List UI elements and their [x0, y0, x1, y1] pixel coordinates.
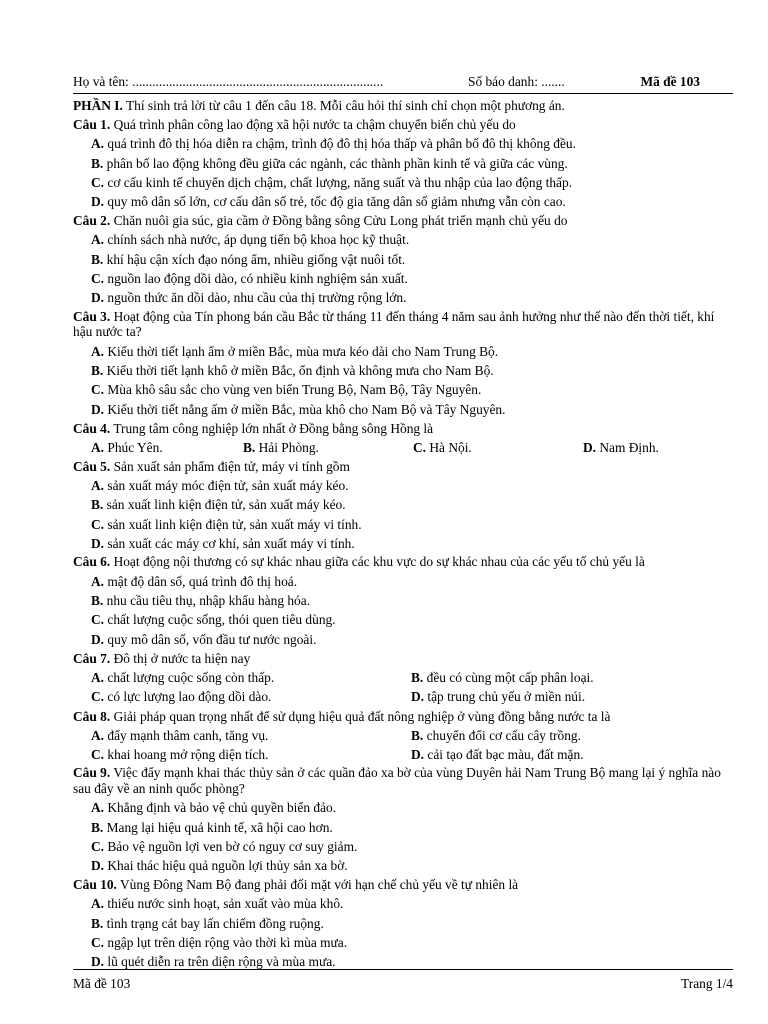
answer-option-b: [91, 154, 733, 173]
question-number: Câu 9.: [73, 765, 111, 781]
option-letter: B.: [91, 915, 104, 931]
question-text: Trung tâm công nghiệp lớn nhất ở Đồng bằng sông Hồng là: [110, 420, 434, 436]
candidate-number-field: Số báo danh: .......: [468, 74, 565, 89]
option-letter: A.: [91, 573, 105, 589]
answer-option-d: [91, 856, 733, 875]
answer-option-c: [91, 933, 733, 952]
option-text: sản xuất các máy cơ khí, sản xuất máy vi tính.: [104, 536, 355, 552]
option-letter: C.: [91, 516, 105, 532]
option-text: Kiểu thời tiết nắng ấm ở miền Bắc, mùa khô cho Nam Bộ và Tây Nguyên.: [104, 401, 506, 417]
option-text: quy mô dân số lớn, cơ cấu dân số trẻ, tốc độ gia tăng dân số giảm nhưng vẫn còn cao.: [104, 194, 566, 210]
option-text: tập trung chủ yếu ở miền núi.: [424, 689, 586, 705]
answer-option-a: [73, 668, 411, 687]
option-letter: B.: [411, 670, 424, 686]
option-letter: D.: [411, 689, 425, 705]
answer-option-b: [91, 818, 733, 837]
answer-option-a: [91, 798, 733, 817]
section-instruction: [73, 96, 733, 115]
option-letter: A.: [91, 343, 105, 359]
answer-option-d: [411, 687, 733, 706]
question-number: Câu 5.: [73, 459, 111, 475]
option-letter: A.: [91, 896, 105, 912]
question-1: [73, 115, 733, 211]
option-text: Khẳng định và bảo vệ chủ quyền biển đảo.: [104, 800, 337, 816]
question-number: Câu 4.: [73, 420, 111, 436]
question-stem: [73, 649, 733, 668]
answer-option-b: [91, 361, 733, 380]
option-text: Mang lại hiệu quả kinh tế, xã hội cao hơn.: [103, 819, 333, 835]
option-text: khí hậu cận xích đạo nóng ẩm, nhiều giống vật nuôi tốt.: [103, 251, 406, 267]
answer-option-b: [91, 591, 733, 610]
option-text: sản xuất linh kiện điện tử, sản xuất máy vi tính.: [104, 516, 362, 532]
question-stem: [73, 211, 733, 230]
question-stem: [73, 875, 733, 894]
answer-option-c: [91, 837, 733, 856]
option-letter: D.: [91, 858, 105, 874]
section-text: Thí sinh trả lời từ câu 1 đến câu 18. Mỗi câu hỏi thí sinh chỉ chọn một phương án.: [122, 98, 565, 113]
question-text: Chăn nuôi gia súc, gia cầm ở Đồng bằng sông Cửu Long phát triển mạnh chủ yếu do: [110, 213, 568, 229]
option-text: thiếu nước sinh hoạt, sản xuất vào mùa khô.: [104, 896, 344, 912]
question-stem: [73, 115, 733, 134]
option-text: Bảo vệ nguồn lợi ven bờ có nguy cơ suy giảm.: [104, 838, 358, 854]
option-text: cơ cấu kinh tế chuyển dịch chậm, chất lượng, năng suất và thu nhập của lao động thấp.: [104, 174, 573, 190]
question-stem: [73, 308, 733, 340]
question-9: [73, 764, 733, 875]
option-letter: D.: [91, 290, 105, 306]
question-5: [73, 457, 733, 553]
option-text: sản xuất máy móc điện tử, sản xuất máy kéo.: [104, 478, 349, 494]
question-stem: [73, 764, 733, 796]
question-list: [73, 115, 733, 971]
option-text: chất lượng cuộc sống, thói quen tiêu dùng.: [104, 612, 336, 628]
answer-option-b: [243, 438, 413, 457]
option-text: nhu cầu tiêu thụ, nhập khẩu hàng hóa.: [103, 593, 311, 609]
candidate-name-field: Họ và tên: ...........................................................................: [73, 74, 384, 89]
answer-option-d: [91, 534, 733, 553]
option-text: đều có cùng một cấp phân loại.: [423, 670, 594, 686]
page-number: Trang 1/4: [681, 976, 733, 991]
answer-option-b: [91, 914, 733, 933]
option-letter: A.: [91, 439, 105, 455]
answer-options: [73, 476, 733, 553]
section-title: PHẦN I.: [73, 98, 123, 113]
option-text: Kiểu thời tiết lạnh khô ở miền Bắc, ổn định và không mưa cho Nam Bộ.: [103, 362, 494, 378]
answer-option-c: [91, 515, 733, 534]
option-text: Hải Phòng.: [255, 439, 319, 455]
answer-option-d: [91, 288, 733, 307]
option-letter: B.: [91, 497, 104, 513]
answer-option-b: [411, 668, 733, 687]
option-text: Khai thác hiệu quả nguồn lợi thủy sản xa bờ.: [104, 858, 348, 874]
option-text: khai hoang mở rộng diện tích.: [104, 746, 269, 762]
question-number: Câu 7.: [73, 651, 111, 667]
answer-option-a: [91, 894, 733, 913]
answer-option-b: [411, 726, 733, 745]
option-letter: C.: [91, 382, 105, 398]
question-number: Câu 10.: [73, 877, 117, 893]
option-letter: D.: [91, 631, 105, 647]
option-letter: D.: [91, 954, 105, 970]
question-text: Hoạt động của Tín phong bán cầu Bắc từ tháng 11 đến tháng 4 năm sau ảnh hưởng như thế nào đến thời tiết, khí hậu nước ta?: [73, 308, 715, 340]
answer-options: [73, 134, 733, 211]
answer-options: [73, 798, 733, 875]
answer-option-c: [91, 610, 733, 629]
answer-option-a: [73, 726, 411, 745]
page-footer: [73, 969, 733, 991]
option-text: Kiểu thời tiết lạnh ẩm ở miền Bắc, mùa mưa kéo dài cho Nam Trung Bộ.: [104, 343, 499, 359]
option-text: nguồn lao động dồi dào, có nhiều kinh nghiệm sản xuất.: [104, 271, 408, 287]
option-letter: A.: [91, 478, 105, 494]
option-letter: C.: [91, 612, 105, 628]
header-divider: [73, 93, 733, 94]
answer-option-c: [413, 438, 583, 457]
option-text: Phúc Yên.: [104, 439, 163, 455]
option-letter: A.: [91, 136, 105, 152]
question-8: [73, 707, 733, 765]
option-text: chuyển đổi cơ cấu cây trồng.: [423, 727, 581, 743]
option-text: quy mô dân số, vốn đầu tư nước ngoài.: [104, 631, 317, 647]
question-stem: [73, 419, 733, 438]
option-letter: C.: [91, 689, 105, 705]
question-text: Quá trình phân công lao động xã hội nước ta chậm chuyển biến chủ yếu do: [110, 117, 516, 133]
answer-option-c: [73, 687, 411, 706]
option-letter: D.: [411, 746, 425, 762]
answer-option-d: [583, 438, 733, 457]
option-text: tình trạng cát bay lấn chiếm đồng ruộng.: [103, 915, 324, 931]
option-text: Nam Định.: [596, 439, 659, 455]
answer-option-a: [91, 342, 733, 361]
question-10: [73, 875, 733, 971]
answer-options: [73, 894, 733, 971]
answer-option-a: [91, 476, 733, 495]
question-stem: [73, 457, 733, 476]
option-text: đẩy mạnh thâm canh, tăng vụ.: [104, 727, 269, 743]
option-letter: B.: [91, 362, 104, 378]
footer-exam-code: Mã đề 103: [73, 976, 131, 991]
exam-page: [73, 72, 733, 972]
exam-code: Mã đề 103: [640, 74, 700, 89]
option-text: nguồn thức ăn dồi dào, nhu cầu của thị trường rộng lớn.: [104, 290, 407, 306]
option-letter: B.: [91, 155, 104, 171]
question-text: Hoạt động nội thương có sự khác nhau giữa các khu vực do sự khác nhau của các yếu tố chủ yếu là: [110, 554, 645, 570]
option-text: Mùa khô sâu sắc cho vùng ven biển Trung Bộ, Nam Bộ, Tây Nguyên.: [104, 382, 482, 398]
option-letter: A.: [91, 232, 105, 248]
option-letter: D.: [91, 401, 105, 417]
option-letter: C.: [91, 174, 105, 190]
question-text: Giải pháp quan trọng nhất để sử dụng hiệu quả đất nông nghiệp ở vùng đồng bằng nước ta là: [110, 708, 611, 724]
answer-option-d: [91, 630, 733, 649]
answer-option-d: [91, 192, 733, 211]
option-text: mật độ dân số, quá trình đô thị hoá.: [104, 573, 298, 589]
option-letter: B.: [411, 727, 424, 743]
question-number: Câu 3.: [73, 308, 111, 324]
question-text: Vùng Đông Nam Bộ đang phải đối mặt với hạn chế chủ yếu về tự nhiên là: [116, 877, 519, 893]
option-letter: B.: [91, 593, 104, 609]
option-letter: D.: [91, 194, 105, 210]
answer-options: [73, 668, 733, 707]
question-6: [73, 553, 733, 649]
option-letter: B.: [91, 251, 104, 267]
option-letter: D.: [91, 536, 105, 552]
question-stem: [73, 553, 733, 570]
exam-header: [73, 72, 733, 92]
question-number: Câu 6.: [73, 554, 111, 570]
option-letter: C.: [413, 439, 427, 455]
option-text: phân bố lao động không đều giữa các ngành, các thành phần kinh tế và giữa các vùng.: [103, 155, 568, 171]
answer-options: [73, 726, 733, 765]
question-number: Câu 2.: [73, 213, 111, 229]
question-text: Đô thị ở nước ta hiện nay: [110, 651, 251, 667]
option-letter: B.: [91, 819, 104, 835]
option-letter: C.: [91, 746, 105, 762]
option-text: lũ quét diễn ra trên diện rộng và mùa mưa.: [104, 954, 336, 970]
option-letter: C.: [91, 838, 105, 854]
answer-option-c: [91, 173, 733, 192]
question-4: [73, 419, 733, 457]
answer-option-a: [73, 438, 243, 457]
answer-option-a: [91, 572, 733, 591]
question-2: [73, 211, 733, 307]
answer-options: [73, 230, 733, 307]
question-text: Sản xuất sản phẩm điện tử, máy vi tính gồm: [110, 459, 350, 475]
option-text: chất lượng cuộc sống còn thấp.: [104, 670, 275, 686]
answer-option-c: [73, 745, 411, 764]
option-letter: B.: [243, 439, 256, 455]
answer-option-a: [91, 230, 733, 249]
option-letter: A.: [91, 727, 105, 743]
question-number: Câu 1.: [73, 117, 111, 133]
answer-option-b: [91, 250, 733, 269]
answer-option-d: [91, 400, 733, 419]
answer-option-b: [91, 495, 733, 514]
question-stem: [73, 707, 733, 726]
answer-options: [73, 342, 733, 419]
option-letter: D.: [583, 439, 597, 455]
answer-option-d: [411, 745, 733, 764]
option-letter: A.: [91, 670, 105, 686]
option-text: chính sách nhà nước, áp dụng tiến bộ khoa học kỹ thuật.: [104, 232, 410, 248]
option-letter: C.: [91, 271, 105, 287]
option-letter: A.: [91, 800, 105, 816]
question-text: Việc đẩy mạnh khai thác thủy sản ở các quần đảo xa bờ của vùng Duyên hải Nam Trung Bộ mang lại ý nghĩa nào sau đây về an ninh quốc phòng?: [73, 765, 721, 796]
option-text: có lực lượng lao động dồi dào.: [104, 689, 272, 705]
answer-option-a: [91, 134, 733, 153]
option-text: sản xuất linh kiện điện tử, sản xuất máy kéo.: [103, 497, 346, 513]
question-3: [73, 308, 733, 419]
option-text: cải tạo đất bạc màu, đất mặn.: [424, 746, 584, 762]
answer-options: [73, 572, 733, 649]
option-text: Hà Nội.: [426, 439, 472, 455]
answer-option-c: [91, 380, 733, 399]
question-7: [73, 649, 733, 707]
option-text: ngập lụt trên diện rộng vào thời kì mùa mưa.: [104, 935, 348, 950]
option-text: quá trình đô thị hóa diễn ra chậm, trình độ đô thị hóa thấp và phân bố đô thị không đều.: [104, 136, 576, 152]
question-number: Câu 8.: [73, 708, 111, 724]
option-letter: C.: [91, 935, 105, 950]
answer-option-c: [91, 269, 733, 288]
answer-options: [73, 438, 733, 457]
